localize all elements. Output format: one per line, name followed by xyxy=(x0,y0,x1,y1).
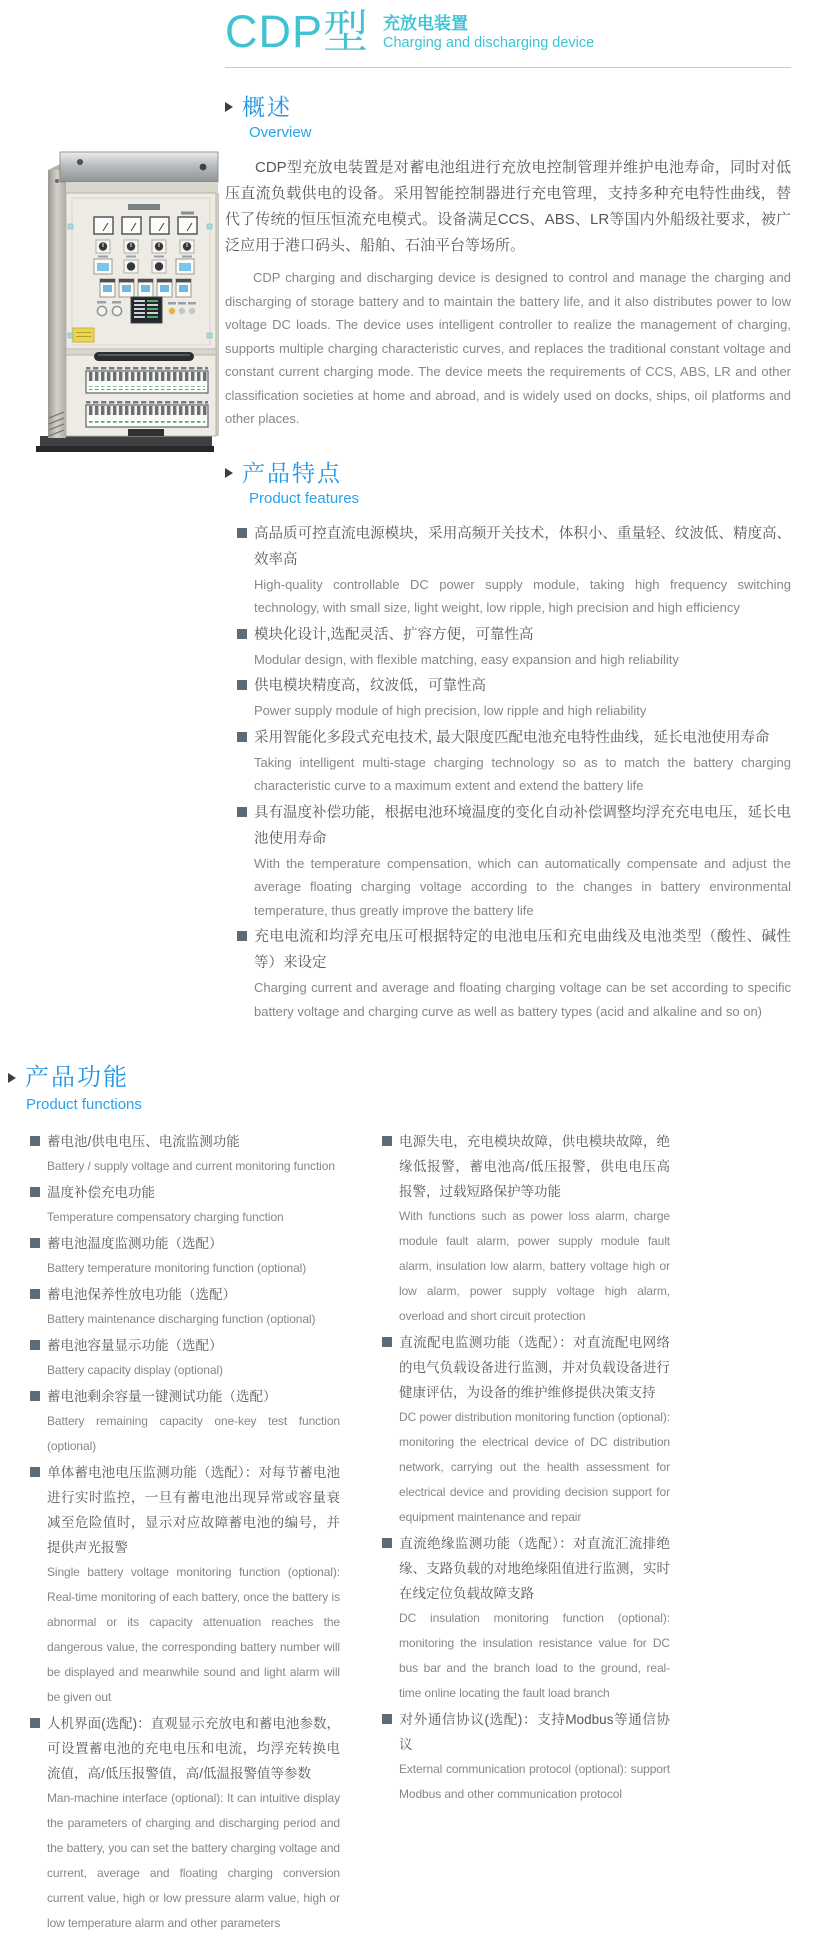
feature-item xyxy=(237,800,791,923)
function-cn-text: 蓄电池温度监测功能（选配） xyxy=(47,1236,223,1251)
function-cn-text: 直流绝缘监测功能（选配）：对直流汇流排绝缘、支路负载的对地绝缘阻值进行监测，实时在线定位负载故障支路 xyxy=(399,1536,670,1601)
feature-item xyxy=(237,622,791,672)
feature-text-cn xyxy=(237,725,791,751)
function-text-en: Battery temperature monitoring function (optional) xyxy=(47,1261,307,1275)
function-cn-text: 人机界面(选配)：直观显示充放电和蓄电池参数，可设置蓄电池的充电电压和电流，均浮充转换电流值，高/低压报警值，高/低温报警值等参数 xyxy=(47,1716,340,1781)
function-item xyxy=(30,1282,340,1332)
functions-left-column xyxy=(30,1129,340,1937)
bullet-square-icon xyxy=(30,1136,40,1146)
feature-text-en: High-quality controllable DC power supply module, taking high frequency switching technology, with small size, light weight, low ripple, high precision and high efficiency xyxy=(254,576,791,615)
feature-text-cn xyxy=(237,924,791,976)
features-heading xyxy=(225,458,791,488)
section-features xyxy=(225,458,791,1024)
function-text-en: Battery / supply voltage and current monitoring function xyxy=(47,1159,335,1173)
function-text-en: With functions such as power loss alarm, charge module fault alarm, power supply module fault alarm, insulation low alarm, battery voltage high or low alarm, power supply voltage high alarm, overload and short circuit protection xyxy=(399,1209,670,1323)
feature-cn-text: 模块化设计,选配灵活、扩容方便，可靠性高 xyxy=(254,626,534,643)
section-arrow-icon xyxy=(8,1073,16,1083)
bullet-square-icon xyxy=(30,1289,40,1299)
bullet-square-icon xyxy=(30,1187,40,1197)
functions-columns xyxy=(30,1129,830,1937)
feature-list xyxy=(225,521,791,1024)
function-item xyxy=(30,1180,340,1230)
features-heading-cn: 产品特点 xyxy=(242,459,342,486)
bullet-square-icon xyxy=(237,680,247,690)
section-functions xyxy=(0,1062,830,1937)
feature-cn-text: 供电模块精度高，纹波低，可靠性高 xyxy=(254,678,486,694)
function-text-cn xyxy=(30,1711,340,1786)
function-text-cn xyxy=(30,1460,340,1560)
function-item xyxy=(382,1129,670,1329)
cabinet-illustration xyxy=(28,140,220,455)
function-cn-text: 温度补偿充电功能 xyxy=(47,1185,155,1200)
feature-item xyxy=(237,725,791,798)
function-cn-text: 直流配电监测功能（选配）：对直流配电网络的电气负载设备进行监测，并对负载设备进行健康评估，为设备的维护维修提供决策支持 xyxy=(399,1335,670,1400)
feature-text-en: Taking intelligent multi-stage charging technology so as to match the battery charging characteristic curve to a maximum extent and extend the battery life xyxy=(254,754,791,793)
function-item xyxy=(30,1333,340,1383)
product-name-en: Charging and discharging device xyxy=(383,35,595,51)
function-text-cn xyxy=(30,1333,340,1358)
function-text-cn xyxy=(382,1531,670,1606)
feature-text-cn xyxy=(237,673,791,699)
function-item xyxy=(382,1707,670,1807)
bullet-square-icon xyxy=(237,732,247,742)
bullet-square-icon xyxy=(237,807,247,817)
function-item xyxy=(30,1711,340,1936)
function-text-en: External communication protocol (optional): support Modbus and other communication protocol xyxy=(399,1762,670,1801)
function-text-cn xyxy=(30,1180,340,1205)
feature-cn-text: 采用智能化多段式充电技术, 最大限度匹配电池充电特性曲线，延长电池使用寿命 xyxy=(254,729,770,746)
title-divider xyxy=(225,67,791,68)
overview-heading-cn: 概述 xyxy=(242,94,292,120)
section-arrow-icon xyxy=(225,468,233,478)
overview-heading xyxy=(225,92,791,122)
function-text-en: Battery remaining capacity one-key test function (optional) xyxy=(47,1414,340,1453)
bullet-square-icon xyxy=(30,1340,40,1350)
functions-heading-cn: 产品功能 xyxy=(25,1064,129,1091)
bullet-square-icon xyxy=(237,629,247,639)
bullet-square-icon xyxy=(237,931,247,941)
feature-text-en: With the temperature compensation, which can automatically compensate and adjust the average floating charging voltage according to the changes in battery environmental temperature, thus greatly improve the battery life xyxy=(254,855,791,918)
function-text-cn xyxy=(382,1707,670,1757)
features-heading-en: Product features xyxy=(249,489,360,507)
function-cn-text: 单体蓄电池电压监测功能（选配）：对每节蓄电池进行实时监控，一旦有蓄电池出现异常或容量衰减至危险值时，显示对应故障蓄电池的编号，并提供声光报警 xyxy=(47,1465,340,1555)
bullet-square-icon xyxy=(382,1714,392,1724)
overview-paragraph-en: CDP charging and discharging device is designed to control and manage the charging and discharging of storage battery and to maintain the battery life, and it also distributes power to low voltage DC loads. The device uses intelligent controller to realize the management of charging, supports multiple charging characteristic curves, and replaces the traditional constant voltage and constant current charging mode. The device meets the requirements of CCS, ABS, LR and other classification societies at home and abroad, and is widely used on docks, ships, oil platforms and other places. xyxy=(225,270,791,426)
function-cn-text: 电源失电，充电模块故障，供电模块故障，绝缘低报警，蓄电池高/低压报警，供电电压高报警，过载短路保护等功能 xyxy=(399,1134,670,1199)
functions-right-column xyxy=(382,1129,670,1937)
product-name-cn: 充放电装置 xyxy=(383,14,469,33)
feature-text-cn xyxy=(237,521,791,573)
function-item xyxy=(30,1384,340,1459)
function-text-cn xyxy=(30,1282,340,1307)
bullet-square-icon xyxy=(30,1391,40,1401)
section-arrow-icon xyxy=(225,102,233,112)
function-cn-text: 蓄电池/供电电压、电流监测功能 xyxy=(47,1134,240,1149)
function-text-en: Battery maintenance discharging function (optional) xyxy=(47,1312,316,1326)
feature-item xyxy=(237,924,791,1023)
feature-text-cn xyxy=(237,622,791,648)
bullet-square-icon xyxy=(30,1718,40,1728)
function-text-en: Single battery voltage monitoring function (optional): Real-time monitoring of each battery, once the battery is abnormal or its capacity attenuation reaches the dangerous value, the corresponding battery number will be displayed and meanwhile sound and light alarm will be given out xyxy=(47,1565,340,1704)
function-text-cn xyxy=(382,1330,670,1405)
function-item xyxy=(382,1330,670,1530)
product-title xyxy=(225,6,791,58)
warning-sticker-icon xyxy=(73,328,94,342)
feature-cn-text: 高品质可控直流电源模块，采用高频开关技术，体积小、重量轻、纹波低、精度高、效率高 xyxy=(254,525,791,568)
function-text-en: DC power distribution monitoring function (optional): monitoring the electrical device of DC distribution network, carrying out the health assessment for electrical device and providing decision support for equipment maintenance and repair xyxy=(399,1410,670,1524)
function-cn-text: 对外通信协议(选配)：支持Modbus等通信协议 xyxy=(399,1712,670,1752)
bullet-square-icon xyxy=(237,528,247,538)
bullet-square-icon xyxy=(382,1337,392,1347)
top-content xyxy=(225,6,791,1025)
overview-heading-en: Overview xyxy=(249,124,312,141)
bullet-square-icon xyxy=(382,1538,392,1548)
function-item xyxy=(30,1129,340,1179)
function-item xyxy=(382,1531,670,1706)
function-text-cn xyxy=(382,1129,670,1204)
feature-cn-text: 具有温度补偿功能，根据电池环境温度的变化自动补偿调整均浮充充电电压，延长电池使用寿命 xyxy=(254,804,791,847)
function-text-en: Battery capacity display (optional) xyxy=(47,1363,223,1377)
overview-paragraph-cn: CDP型充放电装置是对蓄电池组进行充放电控制管理并维护电池寿命，同时对低压直流负载供电的设备。采用智能控制器进行充电管理，支持多种充电特性曲线，替代了传统的恒压恒流充电模式。设备满足CCS、ABS、LR等国内外船级社要求，被广泛应用于港口码头、船舶、石油平台等场所。 xyxy=(225,159,791,254)
feature-item xyxy=(237,521,791,620)
feature-text-en: Power supply module of high precision, low ripple and high reliability xyxy=(254,703,647,718)
function-item xyxy=(30,1460,340,1710)
function-cn-text: 蓄电池容量显示功能（选配） xyxy=(47,1338,223,1353)
feature-cn-text: 充电电流和均浮充电压可根据特定的电池电压和充电曲线及电池类型（酸性、碱性等）来设定 xyxy=(254,929,791,971)
product-subtitle xyxy=(383,6,594,53)
function-text-en: Temperature compensatory charging function xyxy=(47,1210,284,1224)
function-cn-text: 蓄电池剩余容量一键测试功能（选配） xyxy=(47,1389,277,1404)
function-text-en: DC insulation monitoring function (optional): monitoring the insulation resistance value for DC bus bar and the branch load to the ground, real-time online locating the fault load branch xyxy=(399,1611,670,1700)
function-text-cn xyxy=(30,1231,340,1256)
module-icons xyxy=(100,279,191,297)
function-item xyxy=(30,1231,340,1281)
function-cn-text: 蓄电池保养性放电功能（选配） xyxy=(47,1287,236,1302)
bullet-square-icon xyxy=(30,1238,40,1248)
feature-item xyxy=(237,673,791,723)
feature-text-en: Modular design, with flexible matching, easy expansion and high reliability xyxy=(254,651,679,667)
function-text-cn xyxy=(30,1384,340,1409)
functions-heading-en: Product functions xyxy=(26,1096,142,1113)
feature-text-cn xyxy=(237,800,791,852)
bullet-square-icon xyxy=(382,1136,392,1146)
function-text-cn xyxy=(30,1129,340,1154)
product-photo xyxy=(28,140,220,455)
feature-text-en: Charging current and average and floating charging voltage can be set according to specific battery voltage and charging curve as well as battery types (acid and alkaline and so on) xyxy=(254,980,791,1019)
function-text-en: Man-machine interface (optional): It can intuitive display the parameters of charging and discharging period and the battery, you can set the battery charging voltage and current, average and floating charging conversion current value, high or low pressure alarm value, high or low temperature alarm and other parameters xyxy=(47,1791,340,1930)
section-overview xyxy=(225,92,791,431)
functions-heading xyxy=(8,1062,830,1094)
product-model: CDP型 xyxy=(225,6,370,57)
bullet-square-icon xyxy=(30,1467,40,1477)
